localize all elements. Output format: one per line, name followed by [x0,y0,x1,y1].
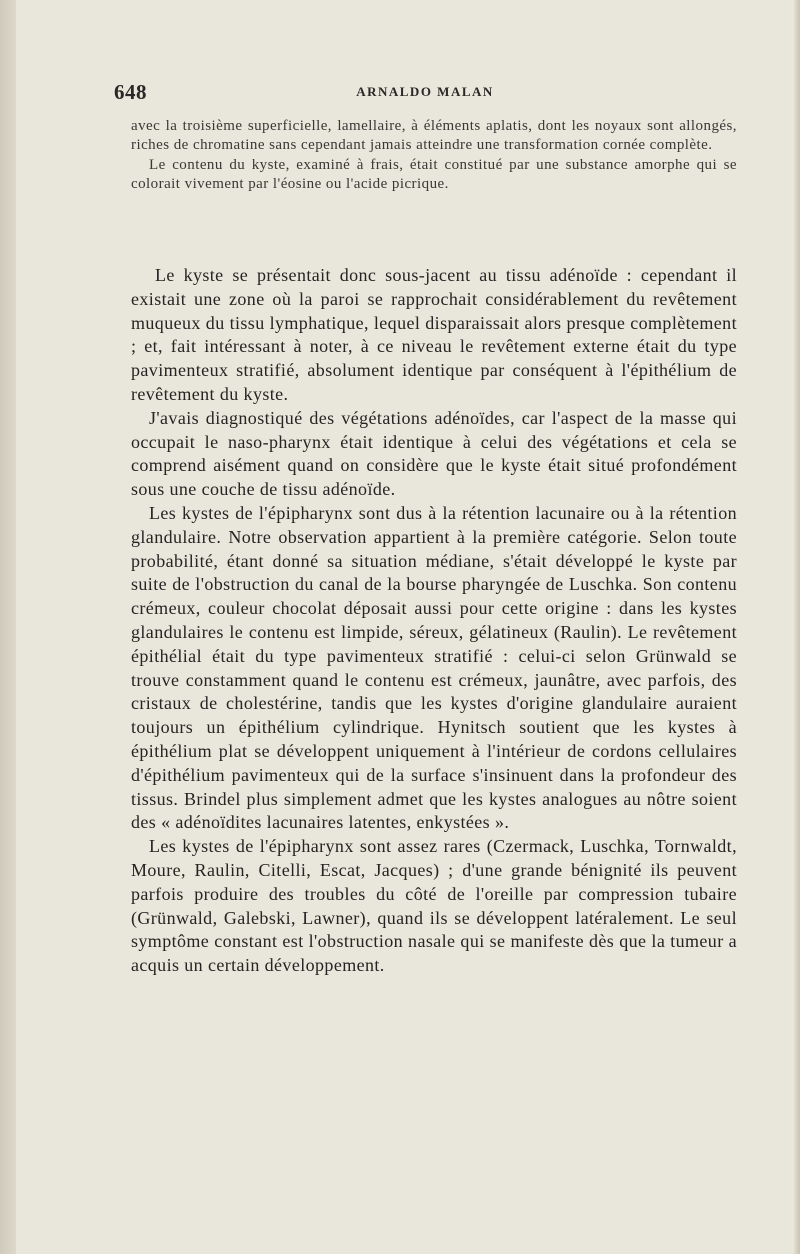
page-edge-shadow [794,0,800,1254]
page-header [114,80,736,106]
paragraph: Le contenu du kyste, examiné à frais, était constitué par une substance amorphe qui se colorait vivement par l'éosine ou l'acide picrique. [131,156,737,193]
main-text-section [131,264,737,978]
small-print-section [131,117,737,195]
paragraph: Les kystes de l'épipharynx sont assez rares (Czermack, Luschka, Tornwaldt, Moure, Raulin, Citelli, Escat, Jacques) ; d'une grande bénignité ils peuvent parfois produire des troubles du côté de l'oreille par compression tubaire (Grünwald, Galebski, Lawner), quand ils se développent latéralement. Le seul symptôme constant est l'obstruction nasale qui se manifeste dès que la tumeur a acquis un certain développement. [131,836,737,976]
paragraph: Les kystes de l'épipharynx sont dus à la rétention lacunaire ou à la rétention glandulaire. Notre observation appartient à la première catégorie. Selon toute probabilité, étant donné sa situation médiane, s'était développé le kyste par suite de l'obstruction du canal de la bourse pharyngée de Luschka. Son contenu crémeux, couleur chocolat déposait aussi pour cette origine : dans les kystes glandulaires le contenu est limpide, séreux, gélatineux (Raulin). Le revêtement épithélial était du type pavimenteux stratifié : celui-ci selon Grünwald se trouve constamment quand le contenu est crémeux, jaunâtre, avec parfois, des cristaux de cholestérine, tandis que les kystes d'origine glandulaire auraient toujours un épithélium cylindrique. Hynitsch soutient que les kystes à épithélium plat se développent uniquement à l'intérieur de cordons cellulaires d'épithélium pavimenteux qui de la surface s'insinuent dans la profondeur des tissus. Brindel plus simplement admet que les kystes analogues au nôtre soient des « adénoïdites lacunaires latentes, enkystées ». [131,502,737,833]
paragraph: avec la troisième superficielle, lamellaire, à éléments aplatis, dont les noyaux sont allongés, riches de chromatine sans cependant jamais atteindre une transformation cornée complète. [131,118,737,154]
page-gutter [0,0,16,1254]
paragraph: J'avais diagnostiqué des végétations adénoïdes, car l'aspect de la masse qui occupait le naso-pharynx était identique à celui des végétations et cela se comprend aisément quand on considère que le kyste était situé profondément sous une couche de tissu adénoïde. [131,407,737,500]
paragraph: Le kyste se présentait donc sous-jacent au tissu adénoïde : cependant il existait une zone où la paroi se rapprochait considérablement du revêtement muqueux du tissu lymphatique, lequel disparaissait alors presque complètement ; et, fait intéressant à noter, à ce niveau le revêtement externe était du type pavimenteux stratifié, absolument identique par conséquent à l'épithélium de revêtement du kyste. [131,265,737,404]
page-number: 648 [114,80,147,104]
running-head: ARNALDO MALAN [356,84,494,99]
